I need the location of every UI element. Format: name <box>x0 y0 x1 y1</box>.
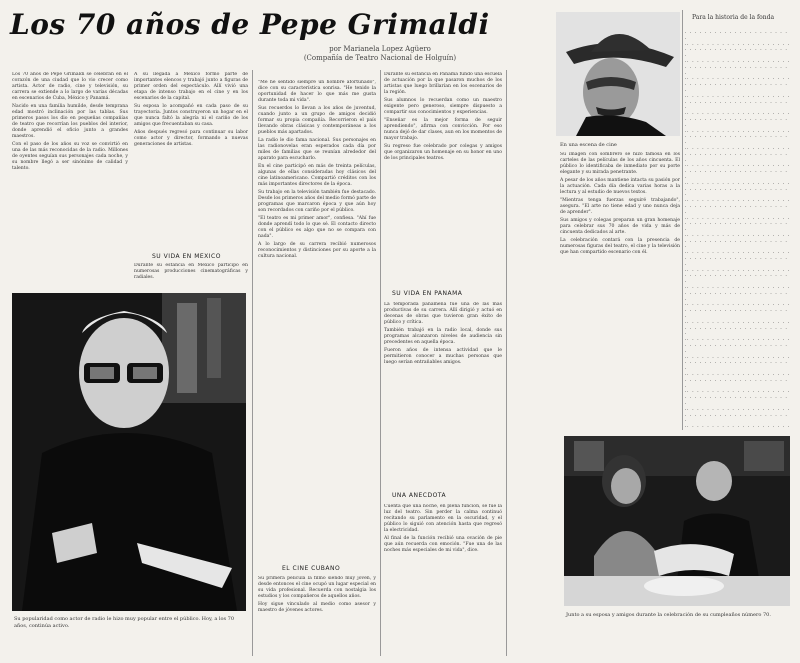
byline-affiliation: (Compañía de Teatro Nacional de Holguín) <box>303 54 457 62</box>
column-rule <box>380 70 381 656</box>
column-1-text: Los 70 años de Pepe Grimaldi se celebran en el corazón de una ciudad que lo vio crecer como artista. Actor de radio, cine y televisión, su carrera se extiende a lo largo de varias décadas en escenarios de Cuba, México y Panamá. Nacido en una familia humilde, desde temprana edad mostró inclinación por las tablas. Sus primeros pasos los dio en pequeñas compañías de teatro que recorrían los pueblos del interior, donde aprendió el oficio junto a grandes maestros. Con el paso de los años su voz se convirtió en una de las más reconocidas de la radio. Millones de oyentes seguían sus personajes cada noche, y su nombre llegó a ser sinónimo de calidad y talento. <box>12 72 128 171</box>
section-heading-panama: SU VIDA EN PANAMA <box>392 290 463 297</box>
column-2-text: A su llegada a México formó parte de importantes elencos y trabajó junto a figuras de primer orden del espectáculo. Allí vivió una etapa de intenso trabajo en el cine y en los escenarios de la capital. Su esposa lo acompañó en cada paso de su trayectoria. Juntos construyeron un hogar en el que nunca faltó la alegría ni el cariño de los amigos que frecuentaban su casa. Años después regresó para continuar su labor como actor y director, formando a nuevas generaciones de artistas. <box>134 72 248 147</box>
photo-hat <box>556 12 680 136</box>
column-rule <box>506 70 507 656</box>
column-3-text: "Me he sentido siempre un hombre afortunado", dice con su característica sonrisa. "He tenido la oportunidad de hacer lo que más me gusta durante toda mi vida". Sus recuerdos lo llevan a los años de juventud, cuando junto a un grupo de amigos decidió formar su propia compañía. Recorrieron el país llevando obras clásicas y contemporáneas a los pueblos más apartados. La radio le dio fama nacional. Sus personajes en las radionovelas eran esperados cada día por miles de familias que se reunían alrededor del aparato para escucharlo. En el cine participó en más de treinta películas, algunas de ellas consideradas hoy clásicos del cine latinoamericano. Compartió créditos con los más importantes directores de la época. Su trabajo en la televisión también fue destacado. Desde los primeros años del medio formó parte de programas que marcaron época y que aún hoy son recordados con cariño por el público. "El teatro es mi primer amor", confiesa. "Ahí fue donde aprendí todo lo que sé. El contacto directo con el público es algo que no se compara con nada". A lo largo de su carrera recibió numerosos reconocimientos y distinciones por su aporte a la cultura nacional. <box>258 80 376 259</box>
column-4c-text: Cuenta que una noche, en plena función, se fue la luz del teatro. Sin perder la calma continuó recitando su parlamento en la oscuridad, y el público lo siguió con atención hasta que regresó la electricidad. Al final de la función recibió una ovación de pie que aún recuerda con emoción. "Fue una de las noches más especiales de mi vida", dice. <box>384 504 502 553</box>
column-2b-text: Durante su estancia en México participó en numerosas producciones cinematográficas y radiales. <box>134 263 248 280</box>
section-heading-anecdota: UNA ANECDOTA <box>392 492 447 499</box>
photo-portrait <box>12 293 246 611</box>
caption-group: Junto a su esposa y amigos durante la celebración de su cumpleaños número 70. <box>566 612 771 618</box>
sidebar-list: · · · · · · · · · · · · · · · · · · · · · · ·· · · · · · · · · · · · · · · · · · · · · · · · · · · · · · · · · · · · · · · · · · · ·· · · · · · · · · · · · · · · · · · · · · · · · · · · · · · · · · · · · · · · · · · · ·· · · · · · · · · · · · · · · · · · · · · · · · · · · · · · · · · · · · · · · · · · · ·· · · · · · · · · · · · · · · · · · · · · · · · · · · · · · · · · · · · · · · · · · · ·· · · · · · · · · · · · · · · · · · · · · · · · · · · · · · · · · · · · · · · · · · · ·· · · · · · · · · · · · · · · · · · · · · · · · · · · · · · · · · · · · · · · · · · · ·· · · · · · · · · · · · · · · · · · · · · · · · · · · · · · · · · · · · · · · · · · · ·· · · · · · · · · · · · · · · · · · · · · · · · · · · · · · · · · · · · · · · · · · · ·· · · · · · · · · · · · · · · · · · · · · · · · · · · · · · · · · · · · · · · · · · · ·· · · · · · · · · · · · · · · · · · · · · · · · · · · · · · · · · · · · · · · · · · · ·· · · · · · · · · · · · · · · · · · · · · · · · · · · · · · · · · · · · · · · · · · · ·· · · · · · · · · · · · · · · · · · · · · · · · · · · · · · · · · · · · · · · · · · · ·· · · · · · · · · · · · · · · · · · · · · · · · · · · · · · · · · · · · · · · · · · · ·· · · · · · · · · · · · · · · · · · · · · · · · · · · · · · · · · · · · · · · · · · · ·· · · · · · · · · · · · · · · · · · · · · · · · · · · · · · · · · · · · · · · · · · · ·· · · · · · · · · · · · · · · · · · · · · · · · · · · · · · · · · · · · · · · · · · · ·· · · · · · · · · · · · · · · · · · · · · · · · · · · · · · · · · · · · · · · · · · · ·· · · · · · · · · · · · · · · · · · · · · · · · · · · · · · · · · · · · · · · · · · · ·· · · · · · · · · · · · · · · · · · · · · · · · · · · · · · · · · · · · · · · · · · · ·· · · · · · · · · · · · · · · · · · · · · · · · · · · · · · · · · · · · · · · · · · · ·· · · · · · · · · · · · · · · · · · · · · · · · · · · · · · · · · · · · · · · · · · · ·· · · · · · · · · · · · · · · · · · · · · · · · · · · · · · · · · · · · · · · · · · · ·· · · · · · · · · · · · · · · · · · · · · <box>684 30 790 430</box>
byline-author: por Marianela Lopez Agüero <box>329 45 431 53</box>
column-5-text: Su imagen con sombrero se hizo famosa en los carteles de las películas de los años cincuenta. El público lo identificaba de inmediato por su porte elegante y su mirada penetrante. A pesar de los años mantiene intacta su pasión por la actuación. Cada día dedica varias horas a la lectura y al estudio de nuevos textos. "Mientras tenga fuerzas seguiré trabajando", asegura. "El arte no tiene edad y uno nunca deja de aprender". Sus amigos y colegas preparan un gran homenaje para celebrar sus 70 años de vida y más de cincuenta dedicados al arte. La celebración contará con la presencia de numerosas figuras del teatro, el cine y la televisión que han compartido escenario con él. <box>560 152 680 255</box>
column-4-text: Durante su estancia en Panamá fundó una escuela de actuación por la que pasaron muchos de los artistas que luego brillarían en los escenarios de la región. Sus alumnos lo recuerdan como un maestro exigente pero generoso, siempre dispuesto a compartir sus conocimientos y experiencias. "Enseñar es la mejor forma de seguir aprendiendo", afirma con convicción. Por eso nunca dejó de dar clases, aun en los momentos de mayor trabajo. Su regreso fue celebrado por colegas y amigos que organizaron un homenaje en su honor en uno de los principales teatros. <box>384 72 502 161</box>
section-heading-cine: EL CINE CUBANO <box>282 565 341 572</box>
article-title: Los 70 años de Pepe Grimaldi <box>10 8 490 41</box>
hat-portrait-image <box>556 12 680 136</box>
column-rule <box>252 70 253 656</box>
photo-group <box>564 436 790 606</box>
sidebar-header: Para la historia de la fonda <box>692 14 775 21</box>
group-photo-image <box>564 436 790 606</box>
column-3b-text: Su primera película la filmó siendo muy joven, y desde entonces el cine ocupó un lugar especial en su vida profesional. Recuerda con nostalgia los estudios y los compañeros de aquellos años. Hoy sigue vinculado al medio como asesor y maestro de jóvenes actores. <box>258 576 376 613</box>
section-heading: SU VIDA EN MEXICO <box>152 253 221 260</box>
caption-hat: En una escena de cine <box>560 142 617 148</box>
portrait-image <box>12 293 246 611</box>
column-rule <box>682 10 683 430</box>
column-4b-text: La temporada panameña fue una de las más productivas de su carrera. Allí dirigió y actuó en decenas de obras que tuvieron gran éxito de público y crítica. También trabajó en la radio local, donde sus programas alcanzaron niveles de audiencia sin precedentes en aquella época. Fueron años de intensa actividad que le permitieron conocer a muchas personas que luego serían entrañables amigos. <box>384 302 502 365</box>
caption-portrait: Su popularidad como actor de radio le hizo muy popular entre el público. Hoy, a los 70 años, continúa activo. <box>14 616 235 629</box>
byline <box>300 45 460 63</box>
